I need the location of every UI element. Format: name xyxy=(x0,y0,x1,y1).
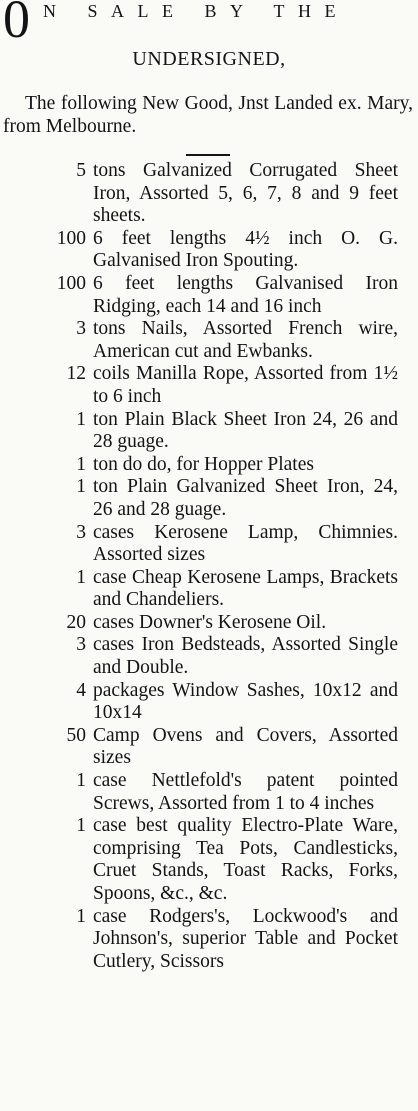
item-description: 6 feet lengths Galvanised Iron Ridging, each 14 and 16 inch xyxy=(93,272,398,317)
item-quantity: 1 xyxy=(76,770,86,792)
item-description: coils Manilla Rope, Assorted from 1½ to 6 inch xyxy=(93,363,398,407)
list-item xyxy=(0,522,418,567)
list-item xyxy=(0,273,418,318)
list-item xyxy=(0,770,418,815)
item-quantity: 1 xyxy=(76,408,86,430)
item-description: cases Kerosene Lamp, Chimnies. Assorted sizes xyxy=(93,521,398,566)
item-quantity: 3 xyxy=(76,521,86,543)
item-description: case Rodgers's, Lockwood's and Johnson's, superior Table and Pocket Cutlery, Scissors xyxy=(93,905,398,972)
item-quantity: 100 xyxy=(56,227,86,249)
list-item xyxy=(0,454,418,477)
item-list xyxy=(0,160,418,973)
item-quantity: 3 xyxy=(76,634,86,656)
item-quantity: 3 xyxy=(76,318,86,340)
item-description: packages Window Sashes, 10x12 and 10x14 xyxy=(93,679,398,724)
list-item xyxy=(0,725,418,770)
list-item xyxy=(0,228,418,273)
item-description: case Nettlefold's patent pointed Screws, Assorted from 1 to 4 inches xyxy=(93,770,398,814)
item-description: 6 feet lengths 4½ inch O. G. Galvanised Iron Spouting. xyxy=(93,227,398,272)
list-item xyxy=(0,318,418,363)
list-item xyxy=(0,680,418,725)
list-item xyxy=(0,363,418,408)
item-description: ton do do, for Hopper Plates xyxy=(93,453,314,475)
header xyxy=(0,0,418,50)
item-description: ton Plain Black Sheet Iron 24, 26 and 28 guage. xyxy=(93,408,398,453)
item-description: cases Iron Bedsteads, Assorted Single and Double. xyxy=(93,634,398,679)
item-description: case best quality Electro-Plate Ware, comprising Tea Pots, Candlesticks, Cruet Stands, Toast Racks, Forks, Spoons, &c., &c. xyxy=(93,815,398,904)
item-description: ton Plain Galvanized Sheet Iron, 24, 26 and 28 guage. xyxy=(93,476,398,520)
item-description: Camp Ovens and Covers, Assorted sizes xyxy=(93,724,398,769)
item-quantity: 5 xyxy=(76,160,86,181)
list-item xyxy=(0,160,418,228)
item-quantity: 1 xyxy=(76,476,86,498)
item-quantity: 1 xyxy=(76,905,86,927)
item-quantity: 1 xyxy=(76,815,86,837)
list-item xyxy=(0,906,418,974)
item-description: tons Nails, Assorted French wire, American cut and Ewbanks. xyxy=(93,318,398,362)
item-description: cases Downer's Kerosene Oil. xyxy=(93,611,327,633)
undersigned-heading: UNDERSIGNED, xyxy=(132,48,286,70)
list-item xyxy=(0,612,418,635)
item-description: tons Galvanized Corrugated Sheet Iron, Assorted 5, 6, 7, 8 and 9 feet sheets. xyxy=(93,160,398,227)
item-quantity: 50 xyxy=(66,724,86,746)
dropcap-letter: 0 xyxy=(3,0,30,49)
divider-rule xyxy=(186,154,230,156)
item-quantity: 1 xyxy=(76,453,86,475)
header-heading: N SALE BY THE xyxy=(43,1,349,21)
item-quantity: 100 xyxy=(56,272,86,294)
intro-paragraph: The following New Good, Jnst Landed ex. Mary, from Melbourne. xyxy=(3,93,413,137)
item-quantity: 1 xyxy=(76,566,86,588)
list-item xyxy=(0,476,418,521)
item-quantity: 12 xyxy=(66,363,86,385)
item-quantity: 4 xyxy=(76,679,86,701)
list-item xyxy=(0,815,418,905)
list-item xyxy=(0,567,418,612)
list-item xyxy=(0,634,418,679)
list-item xyxy=(0,409,418,454)
item-description: case Cheap Kerosene Lamps, Brackets and Chandeliers. xyxy=(93,566,398,611)
item-quantity: 20 xyxy=(66,611,86,633)
